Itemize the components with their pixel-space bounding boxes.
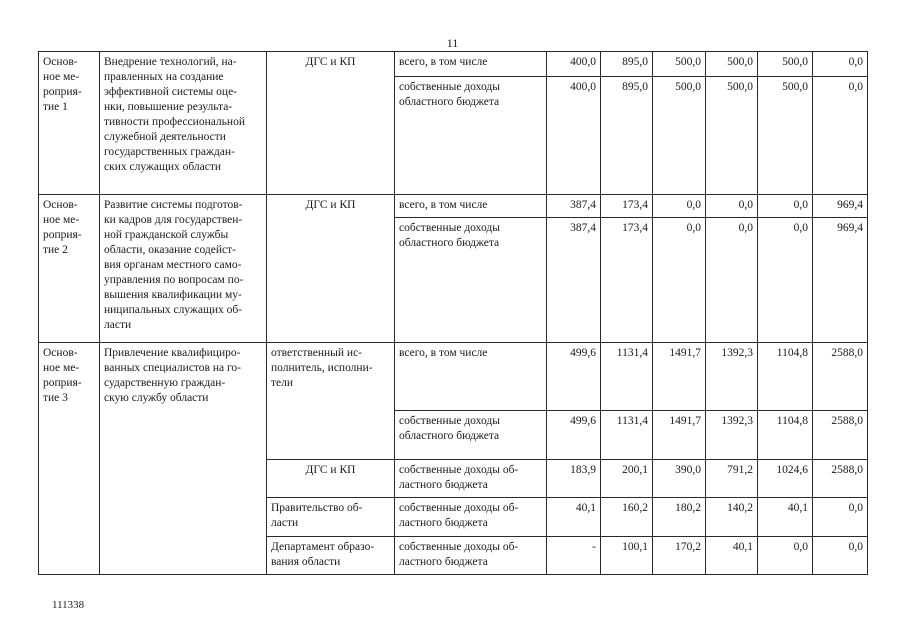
value-cell: 200,1 (601, 460, 653, 498)
value-cell: 969,4 (813, 218, 868, 343)
value-cell: 0,0 (653, 218, 706, 343)
event-label-cell (39, 195, 100, 343)
value-cell: 500,0 (706, 52, 758, 77)
event-label-cell (39, 52, 100, 195)
value-cell: 170,2 (653, 537, 706, 575)
value-cell: 500,0 (653, 77, 706, 195)
value-cell: 0,0 (813, 52, 868, 77)
value-cell: - (547, 537, 601, 575)
event-name: Развитие системы подготов- ки кадров для государствен- ной гражданской службы области, оказание содейст- вия органам местного само- управления по вопросам по- вышения квалификации му- ниципальных служащих об- ласти (104, 199, 244, 331)
executor-cell (267, 52, 395, 195)
value-cell: 0,0 (813, 77, 868, 195)
funding-source: собственные доходы областного бюджета (399, 415, 500, 442)
value-cell: 500,0 (758, 52, 813, 77)
funding-source: всего, в том числе (399, 347, 488, 359)
value-cell: 0,0 (758, 195, 813, 218)
funding-source: всего, в том числе (399, 56, 488, 68)
funding-source: собственные доходы областного бюджета (399, 81, 500, 108)
value-cell: 895,0 (601, 52, 653, 77)
executor-cell (267, 195, 395, 343)
value-cell: 173,4 (601, 195, 653, 218)
value-cell: 400,0 (547, 77, 601, 195)
value-cell: 0,0 (706, 218, 758, 343)
value-cell: 40,1 (547, 498, 601, 537)
funding-source: собственные доходы об- ластного бюджета (399, 541, 519, 568)
value-cell: 895,0 (601, 77, 653, 195)
value-cell: 0,0 (813, 498, 868, 537)
value-cell: 387,4 (547, 218, 601, 343)
executor: ответственный ис- полнитель, исполни- тели (271, 347, 373, 389)
funding-source-cell (395, 52, 547, 77)
event-name-cell (100, 343, 267, 575)
funding-source: всего, в том числе (399, 199, 488, 211)
value-cell: 180,2 (653, 498, 706, 537)
value-cell: 791,2 (706, 460, 758, 498)
executor: Правительство об- ласти (271, 502, 363, 529)
value-cell: 387,4 (547, 195, 601, 218)
page-number: 11 (446, 36, 459, 50)
value-cell: 0,0 (706, 195, 758, 218)
value-cell: 1104,8 (758, 411, 813, 460)
executor: ДГС и КП (305, 199, 356, 211)
executor-cell (267, 460, 395, 498)
funding-source-cell (395, 537, 547, 575)
value-cell: 500,0 (758, 77, 813, 195)
event-label: Основ- ное ме- роприя- тие 1 (43, 56, 82, 113)
table-row (39, 52, 868, 77)
event-name-cell (100, 52, 267, 195)
executor: ДГС и КП (305, 56, 356, 68)
funding-source-cell (395, 218, 547, 343)
executor-cell (267, 343, 395, 460)
table-row (39, 195, 868, 218)
value-cell: 0,0 (653, 195, 706, 218)
budget-table (38, 51, 868, 575)
value-cell: 173,4 (601, 218, 653, 343)
funding-source: собственные доходы областного бюджета (399, 222, 500, 249)
value-cell: 0,0 (758, 218, 813, 343)
value-cell: 400,0 (547, 52, 601, 77)
funding-source-cell (395, 195, 547, 218)
value-cell: 2588,0 (813, 460, 868, 498)
value-cell: 1392,3 (706, 411, 758, 460)
value-cell: 390,0 (653, 460, 706, 498)
value-cell: 1491,7 (653, 411, 706, 460)
value-cell: 0,0 (813, 537, 868, 575)
funding-source-cell (395, 460, 547, 498)
value-cell: 183,9 (547, 460, 601, 498)
funding-source: собственные доходы об- ластного бюджета (399, 464, 519, 491)
executor-cell (267, 498, 395, 537)
event-name-cell (100, 195, 267, 343)
value-cell: 1131,4 (601, 411, 653, 460)
funding-source-cell (395, 411, 547, 460)
event-label-cell (39, 343, 100, 575)
value-cell: 499,6 (547, 343, 601, 411)
value-cell: 100,1 (601, 537, 653, 575)
value-cell: 1024,6 (758, 460, 813, 498)
funding-source-cell (395, 77, 547, 195)
value-cell: 160,2 (601, 498, 653, 537)
funding-source-cell (395, 498, 547, 537)
value-cell: 500,0 (653, 52, 706, 77)
executor-cell (267, 537, 395, 575)
value-cell: 0,0 (758, 537, 813, 575)
funding-source-cell (395, 343, 547, 411)
executor: Департамент образо- вания области (271, 541, 375, 568)
table-row (39, 343, 868, 411)
value-cell: 1131,4 (601, 343, 653, 411)
event-label: Основ- ное ме- роприя- тие 3 (43, 347, 82, 404)
event-label: Основ- ное ме- роприя- тие 2 (43, 199, 82, 256)
value-cell: 500,0 (706, 77, 758, 195)
value-cell: 40,1 (706, 537, 758, 575)
executor: ДГС и КП (305, 464, 356, 476)
event-name: Внедрение технологий, на- правленных на создание эффективной системы оце- нки, повышение результа- тивности профессиональной служебной деятельности государственных граждан- ских служащих области (104, 56, 245, 173)
value-cell: 1491,7 (653, 343, 706, 411)
value-cell: 1392,3 (706, 343, 758, 411)
value-cell: 969,4 (813, 195, 868, 218)
value-cell: 2588,0 (813, 411, 868, 460)
value-cell: 140,2 (706, 498, 758, 537)
value-cell: 40,1 (758, 498, 813, 537)
funding-source: собственные доходы об- ластного бюджета (399, 502, 519, 529)
value-cell: 499,6 (547, 411, 601, 460)
event-name: Привлечение квалифициро- ванных специалистов на го- сударственную граждан- скую службу области (104, 347, 241, 404)
value-cell: 1104,8 (758, 343, 813, 411)
value-cell: 2588,0 (813, 343, 868, 411)
document-code: 111338 (52, 599, 85, 611)
